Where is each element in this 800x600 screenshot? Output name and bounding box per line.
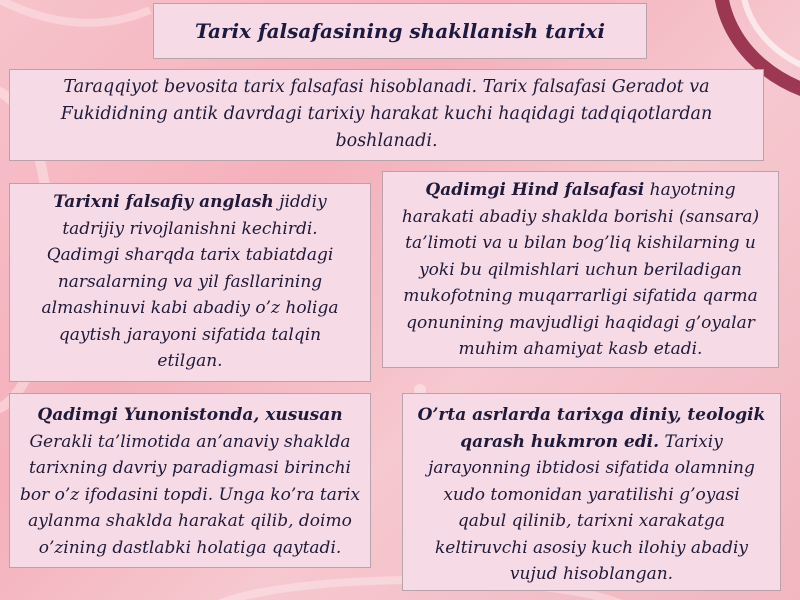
middle-ages-box [402, 393, 781, 591]
title-box [153, 3, 647, 59]
intro-text: Taraqqiyot bevosita tarix falsafasi hisoblanadi. Tarix falsafasi Geradot va Fukididning antik davrdagi tarixiy harakat kuchi haqidagi tadqiqotlardan boshlanadi. [60, 77, 713, 151]
box4-heading: O’rta asrlarda tarixga diniy, teologik qarash hukmron edi. [417, 405, 766, 452]
box3-heading: Qadimgi Yunonistonda, xususan [37, 405, 343, 425]
box4-text: Tarixiy jarayonning ibtidosi sifatida olamning xudo tomonidan yaratilishi g’oyasi qabul qilinib, tarixni xarakatga keltiruvchi asosiy kuch ilohiy abadiy vujud hisoblangan. [428, 431, 755, 584]
box2-text: hayotning harakati abadiy shaklda borishi (sansara) ta’limoti va u bilan bog’liq kishilarning u yoki bu qilmishlari uchun beriladigan mukofotning muqarrarligi sifatida qarma qonunining mavjudligi haqidagi g’oyalar muhim ahamiyat kasb etadi. [401, 180, 760, 359]
box3-text: Gerakli ta’limotida an’anaviy shaklda tarixning davriy paradigmasi birinchi bor o’z ifodasini topdi. Unga ko’ra tarix aylanma shaklda harakat qilib, doimo o’zining dastlabki holatiga qaytadi. [19, 431, 361, 558]
box2-heading: Qadimgi Hind falsafasi [425, 180, 645, 200]
slide-title: Tarix falsafasining shakllanish tarixi [195, 19, 605, 43]
philosophical-understanding-box [9, 183, 371, 382]
indian-philosophy-box [382, 171, 779, 368]
ancient-greece-box [9, 393, 371, 568]
box1-text: jiddiy tadrijiy rivojlanishni kechirdi. Qadimgi sharqda tarix tabiatdagi narsalarning va yil fasllarining almashinuvi kabi abadiy o’z holiga qaytish jarayoni sifatida talqin etilgan. [41, 192, 339, 371]
intro-box [9, 69, 764, 161]
box1-heading: Tarixni falsafiy anglash [53, 192, 274, 212]
